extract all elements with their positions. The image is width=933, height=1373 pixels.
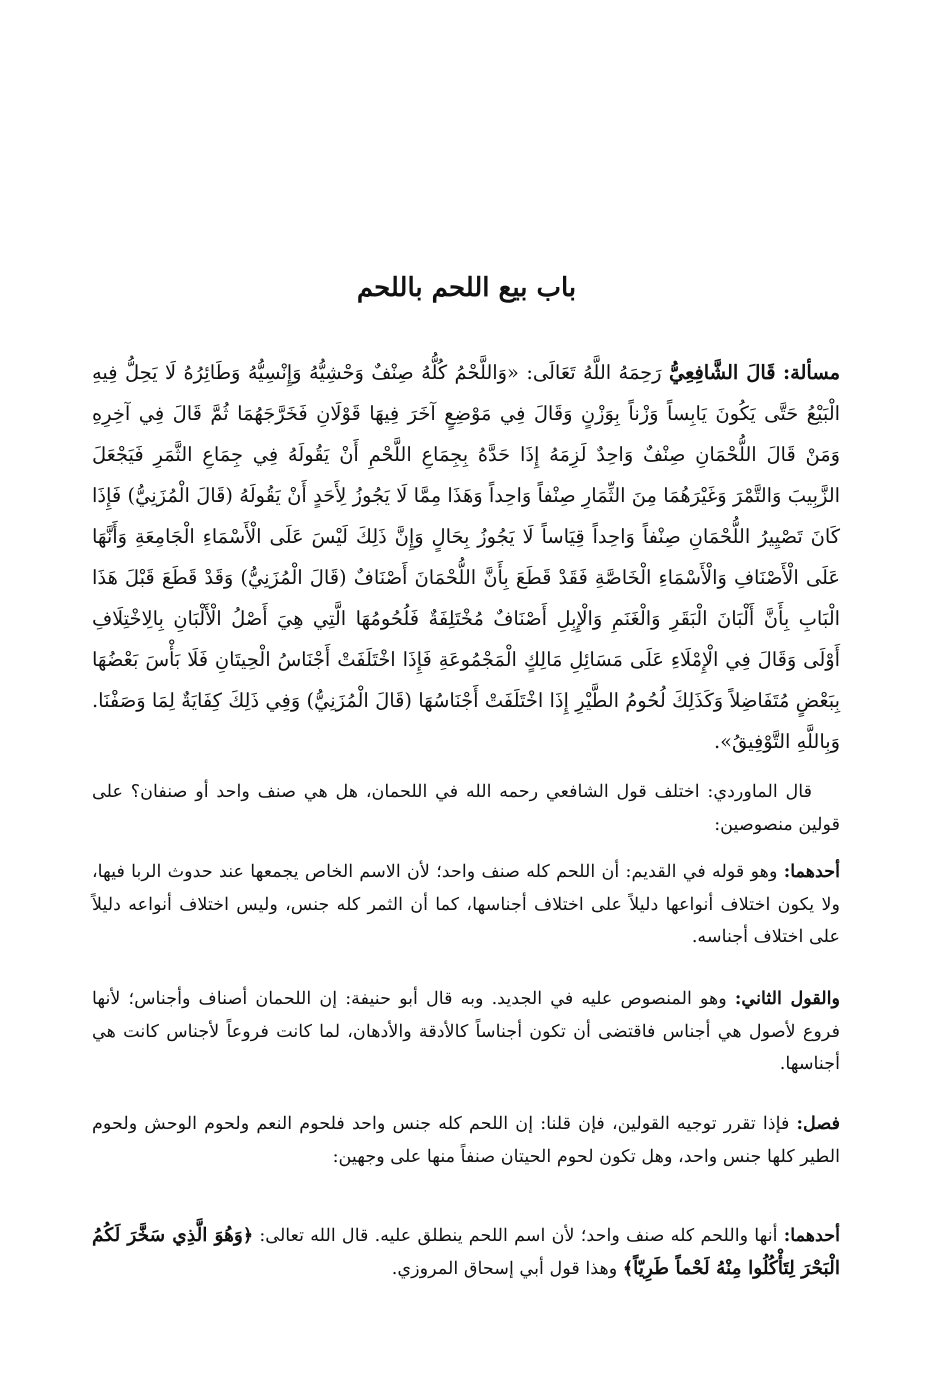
first-aspect-label: أحدهما: bbox=[783, 1225, 841, 1246]
fasl-label: فصل: bbox=[796, 1113, 841, 1134]
fasl-text: فإذا تقرر توجيه القولين، فإن قلنا: إن اللحم كله جنس واحد فلحوم النعم ولحوم الوحش ولحوم الطير كلها جنس واحد، وهل تكون لحوم الحيتان صنفاً منها على وجهين: bbox=[92, 1114, 840, 1167]
masala-author: قَالَ الشَّافِعِيُّ bbox=[668, 361, 776, 384]
first-opinion-paragraph bbox=[92, 856, 840, 954]
first-aspect-attribution: وهذا قول أبي إسحاق المروزي. bbox=[391, 1258, 618, 1279]
quran-verse: وَهُوَ الَّذِي سَخَّرَ لَكُمُ الْبَحْرَ لِتَأْكُلُوا مِنْهُ لَحْماً طَرِيّاً bbox=[92, 1225, 840, 1279]
mawardi-intro-text: قال الماوردي: اختلف قول الشافعي رحمه الله في اللحمان، هل هي صنف واحد أو صنفان؟ على قولين منصوصين: bbox=[92, 782, 840, 835]
first-aspect-paragraph bbox=[92, 1220, 840, 1285]
second-opinion-label: والقول الثاني: bbox=[734, 988, 841, 1009]
second-opinion-text: وهو المنصوص عليه في الجديد. وبه قال أبو حنيفة: إن اللحمان أصناف وأجناس؛ لأنها فروع لأصول هي أجناس فاقتضى أن تكون أجناساً كالأدقة والأدهان، لما كانت فروعاً لأجناس كانت هي أجناسها. bbox=[92, 989, 840, 1074]
first-aspect-text: أنها واللحم كله صنف واحد؛ لأن اسم اللحم ينطلق عليه. قال الله تعالى: bbox=[259, 1226, 778, 1246]
mawardi-intro-paragraph bbox=[92, 776, 840, 841]
chapter-heading: باب بيع اللحم باللحم bbox=[356, 273, 577, 303]
quran-open-bracket: ﴿ bbox=[242, 1225, 254, 1246]
first-opinion-label: أحدهما: bbox=[783, 861, 841, 882]
fasl-paragraph bbox=[92, 1108, 840, 1173]
masala-paragraph bbox=[92, 352, 840, 762]
masala-text: رَحِمَهُ اللَّهُ تَعَالَى: «وَاللَّحْمُ كُلُّهُ صِنْفٌ وَحْشِيُّهُ وَإِنْسِيُّهُ وَطَائِرُهُ لَا يَحِلُّ فِيهِ الْبَيْعُ حَتَّى يَكُونَ يَابِساً وَزْناً بِوَزْنٍ وَقَالَ فِي مَوْضِعٍ آخَرَ فِيهَا قَوْلَانِ فَخَرَّجَهُمَا ثُمَّ قَالَ فِي آخِرِهِ وَمَنْ قَالَ اللُّحْمَانِ صِنْفٌ وَاحِدٌ لَزِمَهُ إِذَا حَدَّهُ بِجِمَاعِ اللَّحْمِ أَنْ يَقُولَهُ فِي جِمَاعِ الثَّمَرِ فَيَجْعَلَ الزَّبِيبَ وَالتَّمْرَ وَغَيْرَهُمَا مِنَ الثِّمَارِ صِنْفاً وَاحِداً وَهَذَا مِمَّا لَا يَجُوزُ لِأَحَدٍ أَنْ يَقُولَهُ (قَالَ الْمُزَنِيُّ) فَإِذَا كَانَ تَصْيِيرُ اللُّحْمَانِ صِنْفاً وَاحِداً قِيَاساً لَا يَجُوزُ بِحَالٍ وَإِنَّ ذَلِكَ لَيْسَ عَلَى الْأَسْمَاءِ الْجَامِعَةِ وَأَنَّهَا عَلَى الْأَصْنَافِ وَالْأَسْمَاءِ الْخَاصَّةِ فَقَدْ قَطَعَ بِأَنَّ اللُّحْمَانَ أَصْنَافٌ (قَالَ الْمُزَنِيُّ) وَقَدْ قَطَعَ قَبْلَ هَذَا الْبَابِ بِأَنَّ أَلْبَانَ الْبَقَرِ وَالْغَنَمِ وَالْإِبِلِ أَصْنَافٌ مُخْتَلِفَةٌ فَلُحُومُهَا الَّتِي هِيَ أَصْلُ الْأَلْبَانِ بِالِاخْتِلَافِ أَوْلَى وَقَالَ فِي الْإِمْلَاءِ عَلَى مَسَائِلِ مَالِكٍ الْمَجْمُوعَةِ فَإِذَا اخْتَلَفَتْ أَجْنَاسُ الْحِيتَانِ فَلَا بَأْسَ بَعْضُهَا بِبَعْضٍ مُتَفَاضِلاً وَكَذَلِكَ لُحُومُ الطَّيْرِ إِذَا اخْتَلَفَتْ أَجْنَاسُهَا (قَالَ الْمُزَنِيُّ) وَفِي ذَلِكَ كِفَايَةٌ لِمَا وَصَفْنَا. وَبِاللَّهِ التَّوْفِيقُ». bbox=[92, 361, 840, 753]
masala-label: مسألة: bbox=[782, 361, 841, 384]
second-opinion-paragraph bbox=[92, 983, 840, 1081]
quran-close-bracket: ﴾ bbox=[622, 1257, 634, 1279]
first-opinion-text: وهو قوله في القديم: أن اللحم كله صنف واحد؛ لأن الاسم الخاص يجمعها عند حدوث الربا فيها، ولا يكون اختلاف أنواعها دليلاً على اختلاف أجناسها، كما أن الثمر كله جنس، وليس اختلاف أنواعه دليلاً على اختلاف أجناسه. bbox=[92, 862, 840, 947]
